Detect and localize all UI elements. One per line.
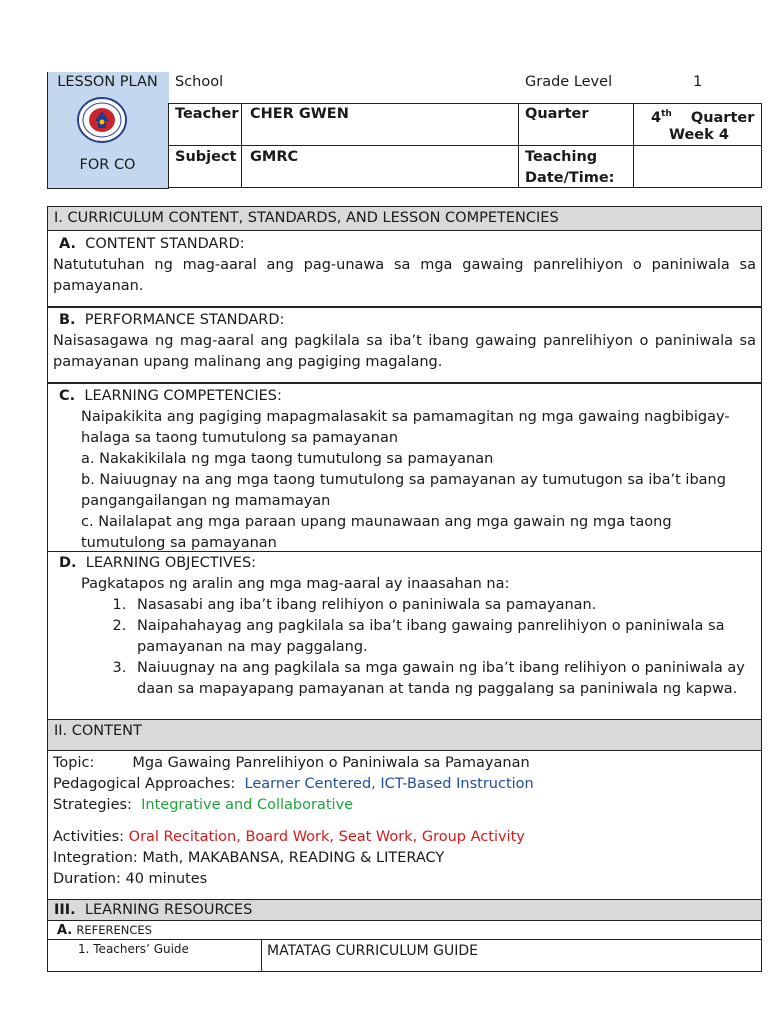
header-col-divider-3	[633, 103, 634, 188]
content-standard-title: CONTENT STANDARD:	[85, 236, 245, 252]
performance-standard-heading	[53, 310, 756, 331]
grade-level-label: Grade Level	[525, 74, 613, 90]
quarter-number: 4	[651, 109, 662, 126]
section-3-number: III.	[54, 902, 76, 918]
divider-a-b	[48, 306, 761, 308]
pedagogy-line	[53, 774, 756, 795]
school-label: School	[175, 74, 224, 90]
topic-line	[53, 753, 756, 774]
learning-objectives-block	[53, 553, 756, 700]
teacher-label: Teacher	[175, 106, 239, 122]
divider-c-d	[48, 551, 761, 552]
teachers-guide-value: MATATAG CURRICULUM GUIDE	[267, 943, 478, 959]
content-standard-block	[53, 234, 756, 297]
teachers-guide-label: 1. Teachers’ Guide	[78, 942, 189, 956]
learning-competencies-block	[53, 386, 743, 554]
objective-item: 3. Naiuugnay na ang pagkilala sa mga gawain ng iba’t ibang relihiyon o paniniwala ay daan sa mapayapang pamayanan at tanda ng paggalang sa paniniwala ng kapwa.	[131, 658, 756, 700]
content-standard-heading	[53, 234, 756, 255]
references-label	[57, 922, 152, 939]
strategies-line	[53, 795, 756, 816]
subject-value: GMRC	[250, 149, 299, 165]
section-3-header	[48, 899, 761, 921]
divider-b-c	[48, 382, 761, 384]
performance-standard-text: Naisasagawa ng mag-aaral ang pagkilala sa iba’t ibang gawaing panrelihiyon o paniniwala sa pamayanan upang malinang ang pagiging magalang.	[53, 333, 756, 370]
activities-value: Oral Recitation, Board Work, Seat Work, Group Activity	[128, 829, 525, 845]
learning-competencies-heading	[53, 386, 743, 407]
grade-level-value: 1	[693, 74, 703, 90]
activities-line	[53, 827, 756, 848]
references-title: REFERENCES	[76, 923, 152, 937]
learning-objectives-heading	[53, 553, 756, 574]
teachers-guide-divider	[261, 940, 262, 971]
integration-line: Integration: Math, MAKABANSA, READING & LITERACY	[53, 850, 445, 866]
competency-c: c. Nailalapat ang mga paraan upang maunawaan ang mga gawain ng mga taong tumutulong sa pamayanan	[81, 514, 672, 551]
section-1-header: I. CURRICULUM CONTENT, STANDARDS, AND LESSON COMPETENCIES	[48, 207, 761, 231]
strategies-value: Integrative and Collaborative	[141, 797, 354, 813]
performance-standard-block	[53, 310, 756, 373]
competency-a: a. Nakakikilala ng mga taong tumutulong sa pamayanan	[81, 451, 494, 467]
learning-competencies-title: LEARNING COMPETENCIES:	[84, 388, 282, 404]
objective-item: 2. Naipahahayag ang pagkilala sa iba’t ibang gawaing panrelihiyon o paniniwala sa pamayanan na may paggalang.	[131, 616, 756, 658]
content-standard-text: Natututuhan ng mag-aaral ang pag-unawa sa mga gawaing panrelihiyon o paniniwala sa pamayanan.	[53, 257, 756, 294]
quarter-label: Quarter	[525, 106, 589, 122]
references-row	[48, 921, 761, 940]
objective-item: 1. Nasasabi ang iba’t ibang relihiyon o paniniwala sa pamayanan.	[131, 595, 756, 616]
header-col-divider-1	[241, 103, 242, 188]
quarter-word: Quarter	[690, 109, 755, 126]
pedagogy-value: Learner Centered, ICT-Based Instruction	[244, 776, 534, 792]
teachers-guide-row	[48, 940, 761, 971]
quarter-suffix: th	[661, 109, 672, 119]
teacher-value: CHER GWEN	[250, 106, 349, 122]
learning-competencies-letter: C.	[59, 388, 76, 404]
for-co-label: FOR CO	[79, 157, 136, 173]
subject-label: Subject	[175, 149, 237, 165]
quarter-week: Week 4	[669, 127, 729, 143]
objectives-list	[53, 595, 756, 700]
learning-objectives-letter: D.	[59, 555, 77, 571]
performance-standard-letter: B.	[59, 312, 76, 328]
competency-b: b. Naiuugnay na ang mga taong tumutulong sa pamayanan ay tumutugon sa iba’t ibang pangangailangan ng mamamayan	[81, 472, 726, 509]
section-3-title: LEARNING RESOURCES	[84, 902, 253, 918]
content-standard-letter: A.	[59, 236, 76, 252]
content-details	[53, 753, 756, 890]
strategies-label: Strategies:	[53, 797, 132, 813]
header-col-divider-2	[518, 103, 519, 188]
deped-seal	[76, 97, 128, 143]
section-2-header: II. CONTENT	[48, 719, 761, 751]
performance-standard-title: PERFORMANCE STANDARD:	[84, 312, 285, 328]
topic-label: Topic:	[53, 755, 95, 771]
references-letter: A.	[57, 923, 73, 938]
objectives-intro: Pagkatapos ng aralin ang mga mag-aaral ay inaasahan na:	[81, 576, 510, 592]
activities-label: Activities:	[53, 829, 125, 845]
teaching-date-label-1: Teaching	[525, 149, 598, 165]
teaching-date-label-2: Date/Time:	[525, 170, 615, 186]
learning-objectives-title: LEARNING OBJECTIVES:	[85, 555, 257, 571]
lesson-plan-label: LESSON PLAN	[57, 74, 158, 90]
duration-line: Duration: 40 minutes	[53, 871, 208, 887]
topic-value: Mga Gawaing Panrelihiyon o Paniniwala sa Pamayanan	[132, 755, 530, 771]
competency-main: Naipakikita ang pagiging mapagmalasakit sa pamamagitan ng mga gawaing nagbibigay-halaga sa taong tumutulong sa pamayanan	[81, 409, 730, 446]
pedagogy-label: Pedagogical Approaches:	[53, 776, 236, 792]
